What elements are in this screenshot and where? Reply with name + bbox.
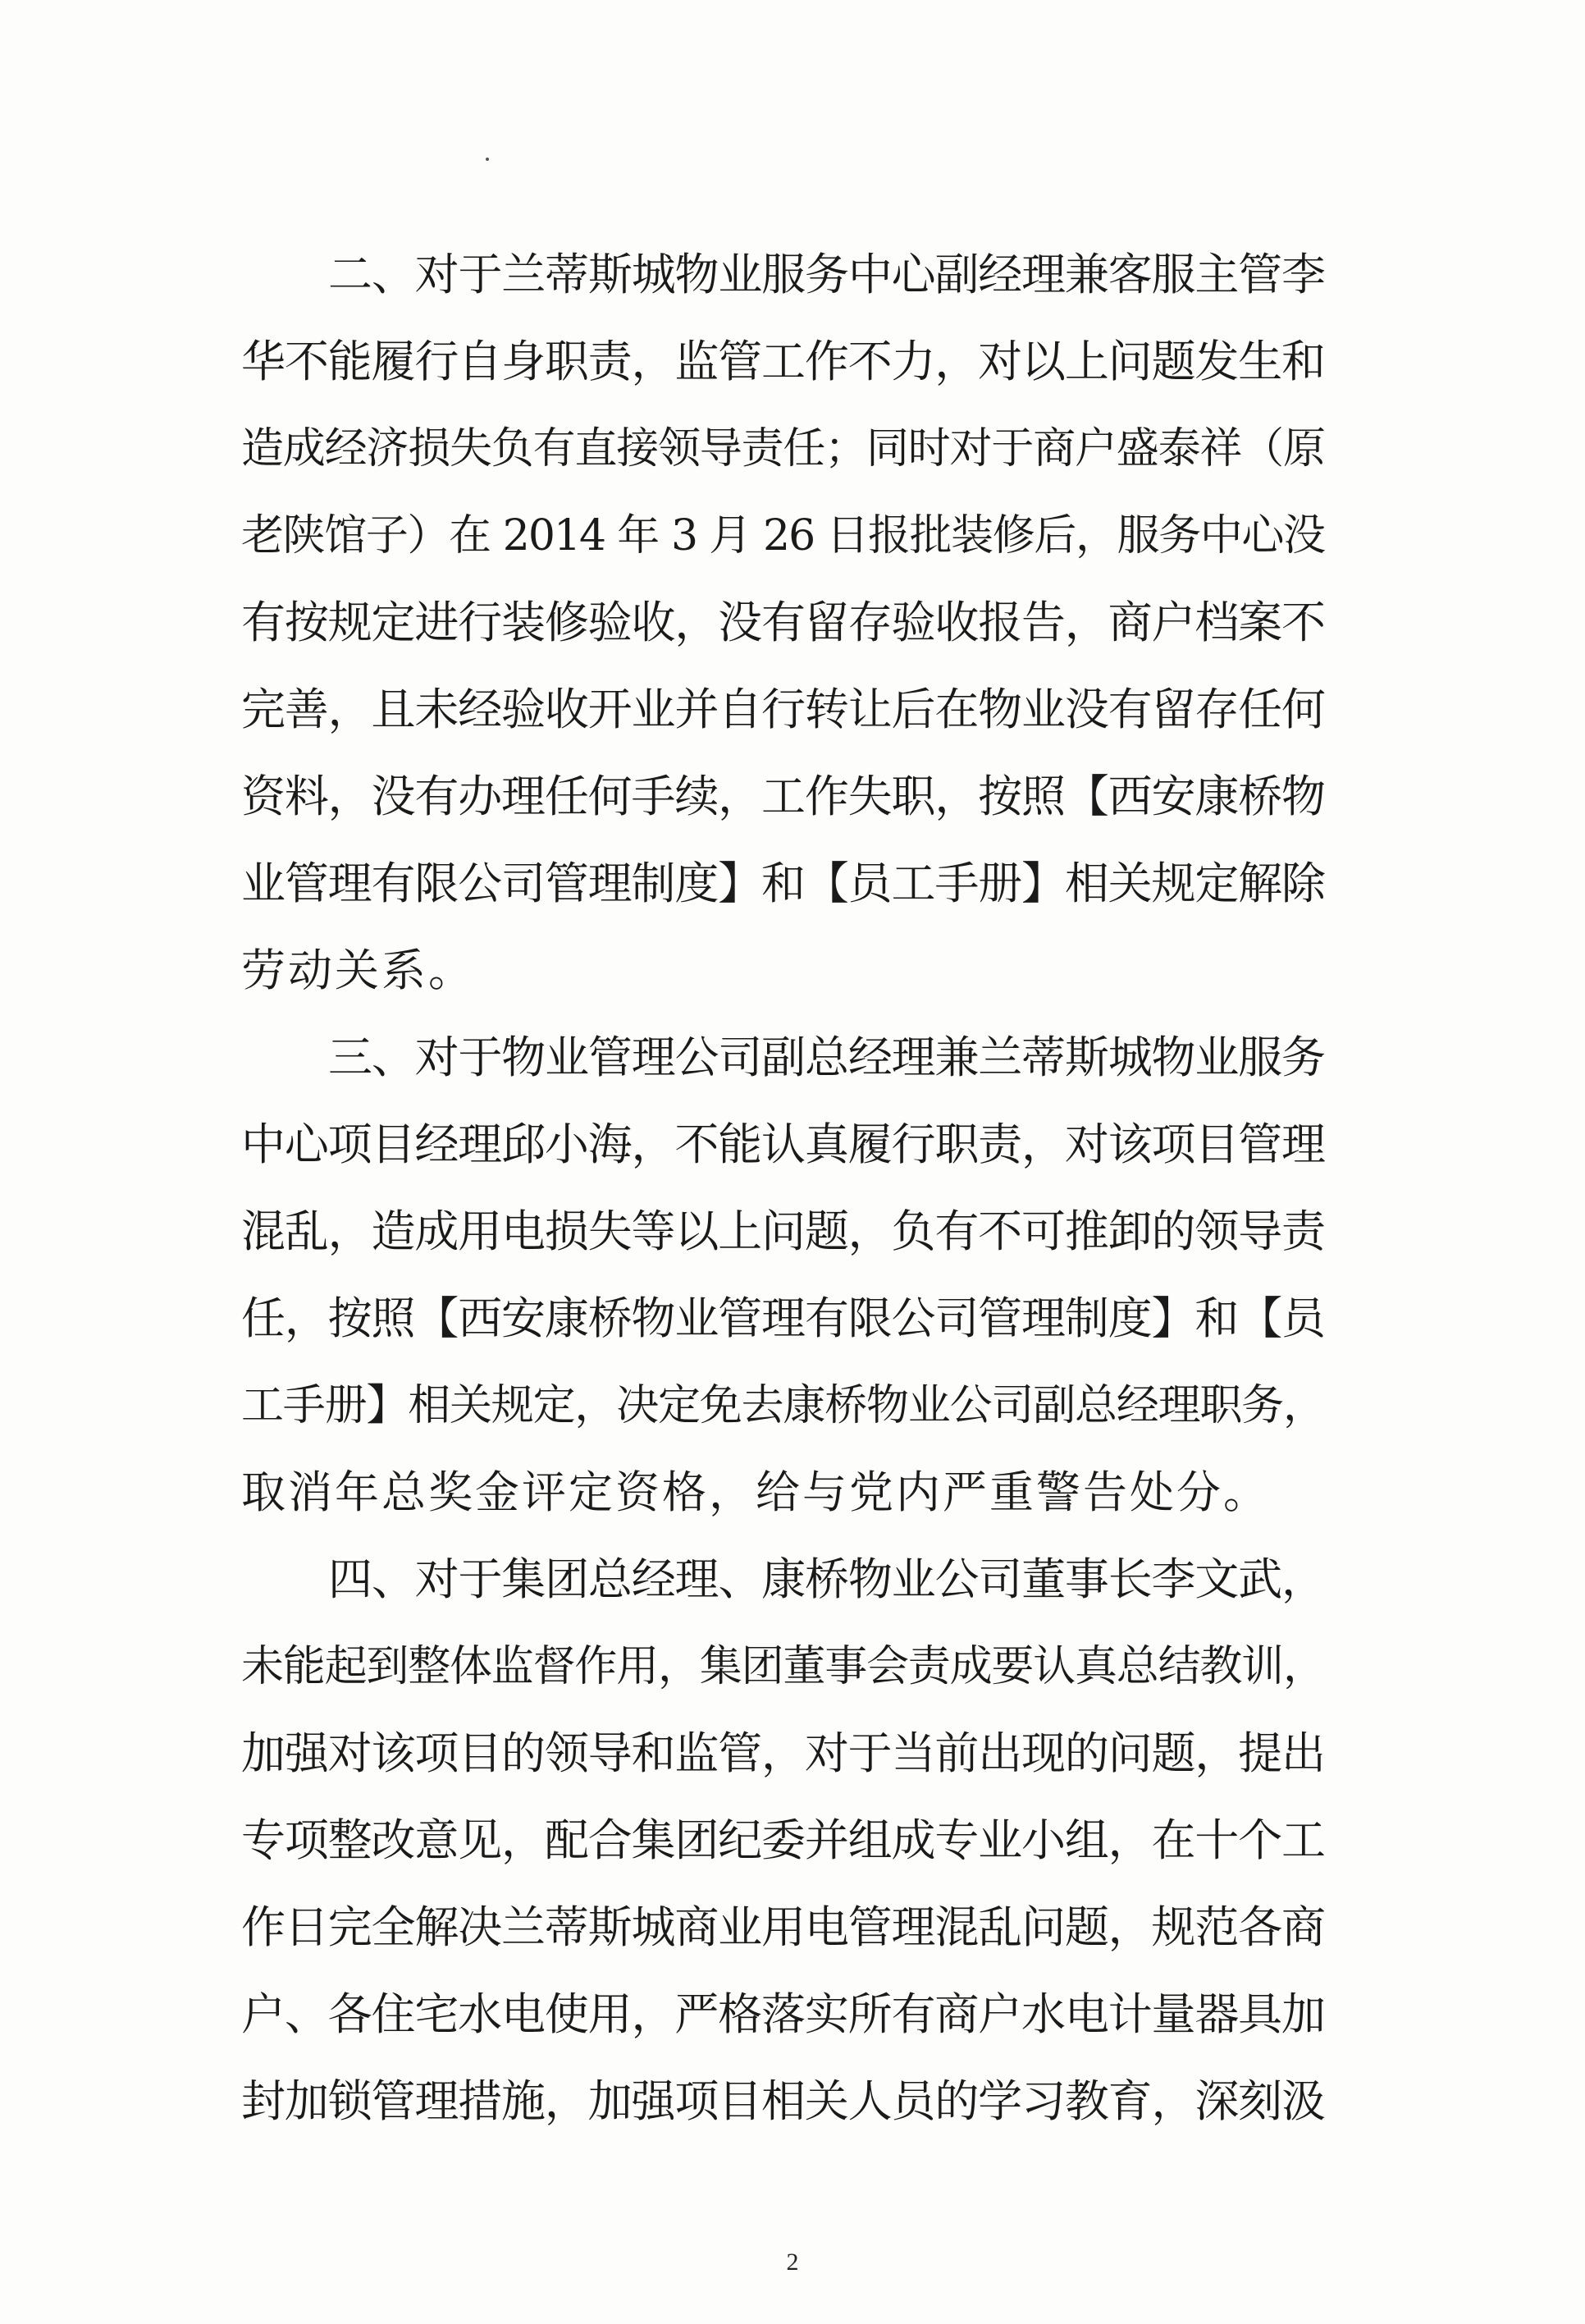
- paragraph-2-line-3: 造成经济损失负有直接领导责任；同时对于商户盛泰祥（原: [241, 424, 1324, 473]
- paragraph-4-line-4: 专项整改意见，配合集团纪委并组成专业小组，在十个工: [241, 1814, 1324, 1866]
- paragraph-3-line-6: 取消年总奖金评定资格，给与党内严重警告处分。: [241, 1466, 1270, 1518]
- paragraph-2-line-2: 华不能履行自身职责，监管工作不力，对以上问题发生和: [241, 336, 1324, 387]
- paragraph-3-line-3: 混乱，造成用电损失等以上问题，负有不可推卸的领导责: [241, 1205, 1324, 1257]
- paragraph-3-line-1: 三、对于物业管理公司副总经理兼兰蒂斯城物业服务: [328, 1032, 1324, 1083]
- paragraph-2-line-1: 二、对于兰蒂斯城物业服务中心副经理兼客服主管李: [328, 249, 1324, 300]
- paragraph-4-line-7: 封加锁管理措施，加强项目相关人员的学习教育，深刻汲: [241, 2075, 1324, 2127]
- paragraph-4-line-1: 四、对于集团总经理、康桥物业公司董事长李文武，: [328, 1553, 1324, 1605]
- paragraph-3-line-5: 工手册】相关规定，决定免去康桥物业公司副总经理职务，: [241, 1381, 1324, 1430]
- paragraph-2-line-5: 有按规定进行装修验收，没有留存验收报告，商户档案不: [241, 597, 1324, 648]
- paragraph-3-line-2: 中心项目经理邱小海，不能认真履行职责，对该项目管理: [241, 1119, 1324, 1170]
- paragraph-4-line-5: 作日完全解决兰蒂斯城商业用电管理混乱问题，规范各商: [241, 1901, 1324, 1953]
- paragraph-2-line-7: 资料，没有办理任何手续，工作失职，按照【西安康桥物: [241, 771, 1324, 822]
- paragraph-3-line-4: 任，按照【西安康桥物业管理有限公司管理制度】和【员: [241, 1292, 1324, 1344]
- paragraph-4-line-2: 未能起到整体监督作用，集团董事会责成要认真总结教训，: [241, 1642, 1324, 1691]
- paragraph-4-line-6: 户、各住宅水电使用，严格落实所有商户水电计量器具加: [241, 1988, 1324, 2040]
- paragraph-2-line-4: 老陕馆子）在 2014 年 3 月 26 日报批装修后，服务中心没: [241, 511, 1324, 560]
- scan-speck: [486, 158, 489, 161]
- paragraph-2-line-8: 业管理有限公司管理制度】和【员工手册】相关规定解除: [241, 858, 1324, 909]
- paragraph-2-line-9: 劳动关系。: [241, 945, 475, 996]
- paragraph-4-line-3: 加强对该项目的领导和监管，对于当前出现的问题，提出: [241, 1727, 1324, 1779]
- paragraph-2-line-6: 完善，且未经验收开业并自行转让后在物业没有留存任何: [241, 684, 1324, 735]
- page-number: 2: [786, 2249, 799, 2276]
